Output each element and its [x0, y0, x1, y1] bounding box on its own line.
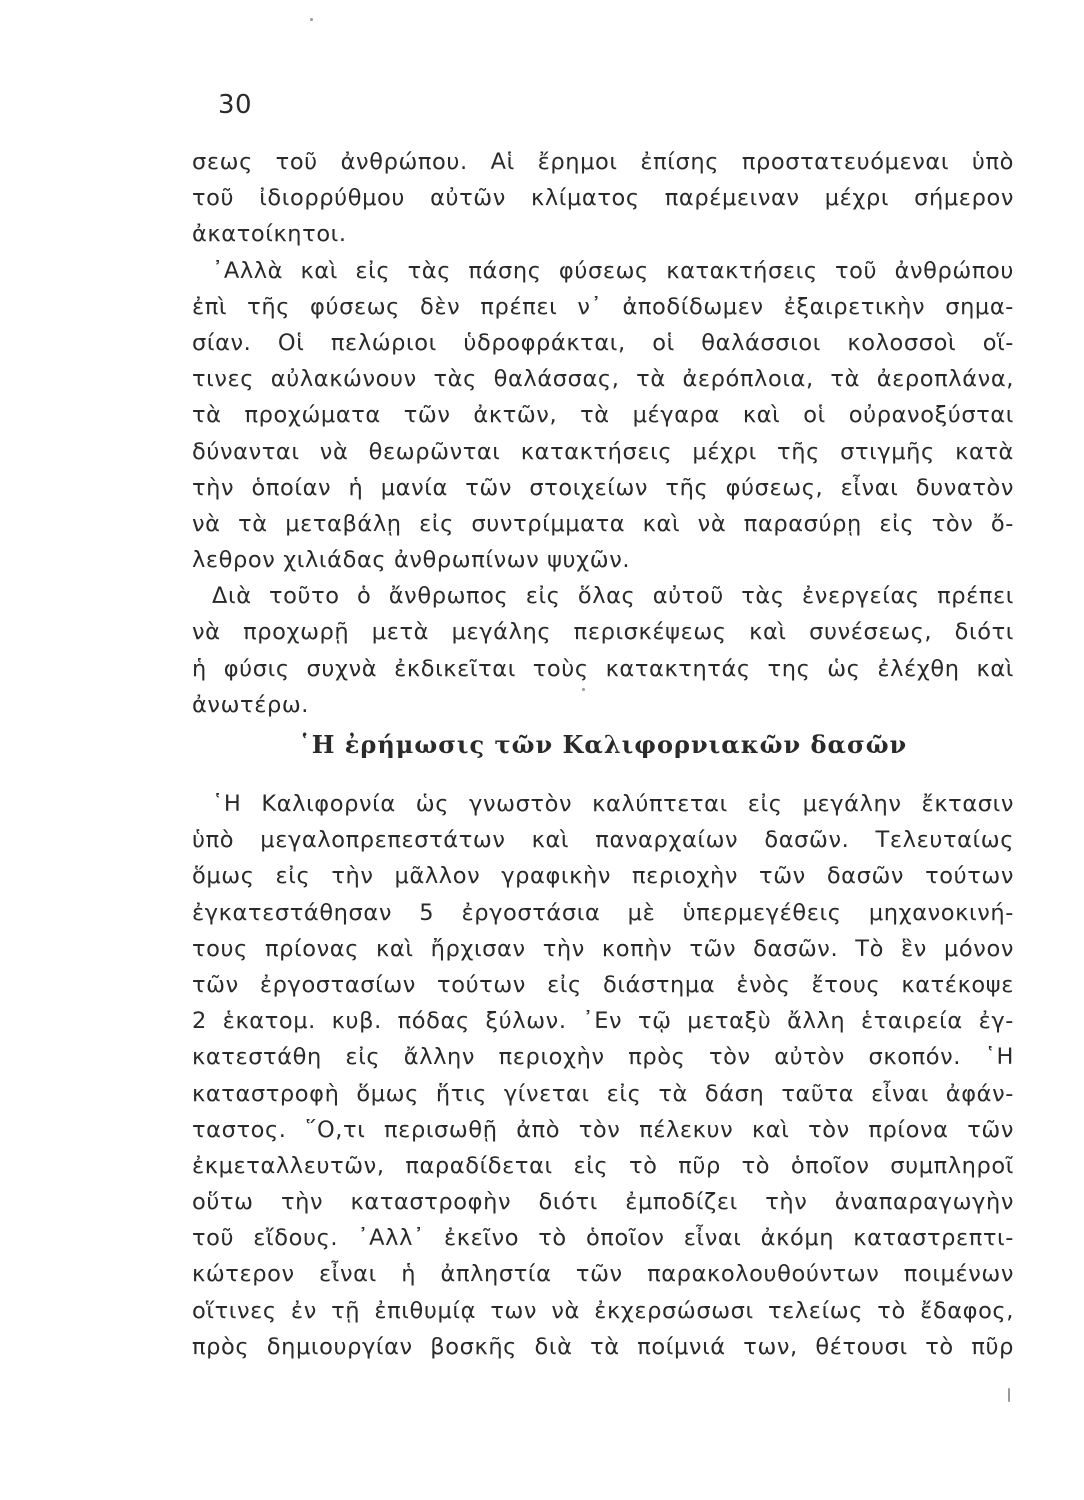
page-number: 30: [218, 90, 253, 120]
text-line: τινες αὐλακώνουν τὰς θαλάσσας, τὰ ἀερόπλοια, τὰ ἀεροπλάνα,: [192, 366, 1014, 393]
text-line: πρὸς δημιουργίαν βοσκῆς διὰ τὰ ποίμνιά των, θέτουσι τὸ πῦρ: [192, 1333, 1014, 1360]
text-line: καταστροφὴ ὅμως ἥτις γίνεται εἰς τὰ δάση ταῦτα εἶναι ἀφάν-: [192, 1080, 1014, 1107]
text-line: τοῦ ἰδιορρύθμου αὐτῶν κλίματος παρέμειναν μέχρι σήμερον: [192, 185, 1014, 212]
paper-speck: [310, 18, 313, 21]
text-line: οἵτινες ἐν τῇ ἐπιθυμίᾳ των νὰ ἐκχερσώσωσι τελείως τὸ ἔδαφος,: [192, 1297, 1014, 1324]
text-line: λεθρον χιλιάδας ἀνθρωπίνων ψυχῶν.: [192, 547, 631, 574]
section-2-text: [192, 786, 1014, 1365]
text-line: τὴν ὁποίαν ἡ μανία τῶν στοιχείων τῆς φύσεως, εἶναι δυνατὸν: [192, 474, 1014, 501]
text-line: ἀκατοίκητοι.: [192, 221, 347, 248]
text-line: ἀνωτέρω.: [192, 691, 310, 718]
text-line: ὑπὸ μεγαλοπρεπεστάτων καὶ παναρχαίων δασῶν. Τελευταίως: [192, 827, 1014, 854]
text-line: νὰ τὰ μεταβάλῃ εἰς συντρίμματα καὶ νὰ παρασύρῃ εἰς τὸν ὄ-: [192, 510, 1014, 537]
text-line: ἐπὶ τῆς φύσεως δὲν πρέπει ν᾿ ἀποδίδωμεν ἐξαιρετικὴν σημα-: [192, 293, 1014, 320]
paper-speck: [582, 688, 585, 691]
text-line: ταστος. ῞Ο,τι περισωθῇ ἀπὸ τὸν πέλεκυν καὶ τὸν πρίονα τῶν: [192, 1116, 1014, 1143]
text-line: τὰ προχώματα τῶν ἀκτῶν, τὰ μέγαρα καὶ οἱ οὐρανοξύσται: [192, 402, 1014, 429]
text-line: Διὰ τοῦτο ὁ ἄνθρωπος εἰς ὅλας αὐτοῦ τὰς ἐνεργείας πρέπει: [212, 583, 1014, 610]
section-heading: ῾Η ἐρήμωσις τῶν Καλιφορνιακῶν δασῶν: [298, 730, 908, 759]
text-line: οὕτω τὴν καταστροφὴν διότι ἐμποδίζει τὴν ἀναπαραγωγὴν: [192, 1189, 1014, 1216]
text-line: 2 ἑκατομ. κυβ. πόδας ξύλων. ᾿Εν τῷ μεταξὺ ἄλλη ἑταιρεία ἐγ-: [192, 1008, 1014, 1035]
text-line: ᾿Αλλὰ καὶ εἰς τὰς πάσης φύσεως κατακτήσεις τοῦ ἀνθρώπου: [212, 257, 1014, 284]
text-line: δύνανται νὰ θεωρῶνται κατακτήσεις μέχρι τῆς στιγμῆς κατὰ: [192, 438, 1014, 465]
text-line: σεως τοῦ ἀνθρώπου. Αἱ ἔρημοι ἐπίσης προστατευόμεναι ὑπὸ: [192, 149, 1014, 175]
text-line: τους πρίονας καὶ ἤρχισαν τὴν κοπὴν τῶν δασῶν. Τὸ ἓν μόνον: [192, 935, 1014, 962]
text-line: ἡ φύσις συχνὰ ἐκδικεῖται τοὺς κατακτητάς της ὡς ἐλέχθη καὶ: [192, 655, 1014, 682]
text-line: ἐκμεταλλευτῶν, παραδίδεται εἰς τὸ πῦρ τὸ ὁποῖον συμπληροῖ: [192, 1152, 1014, 1179]
text-line: ἐγκατεστάθησαν 5 ἐργοστάσια μὲ ὑπερμεγέθεις μηχανοκινή-: [192, 899, 1014, 926]
text-line: κατεστάθη εἰς ἄλλην περιοχὴν πρὸς τὸν αὐτὸν σκοπόν. ῾Η: [192, 1044, 1014, 1071]
section-1-text: [192, 144, 1014, 723]
text-line: τῶν ἐργοστασίων τούτων εἰς διάστημα ἑνὸς ἔτους κατέκοψε: [192, 971, 1014, 998]
paper-speck: [1008, 1388, 1010, 1402]
text-line: ῾Η Καλιφορνία ὡς γνωστὸν καλύπτεται εἰς μεγάλην ἔκτασιν: [212, 791, 1014, 817]
text-line: κώτερον εἶναι ἡ ἀπληστία τῶν παρακολουθούντων ποιμένων: [192, 1261, 1014, 1288]
text-line: νὰ προχωρῇ μετὰ μεγάλης περισκέψεως καὶ συνέσεως, διότι: [192, 619, 1014, 646]
text-line: σίαν. Οἱ πελώριοι ὑδροφράκται, οἱ θαλάσσιοι κολοσσοὶ οἵ-: [192, 329, 1014, 356]
text-line: ὅμως εἰς τὴν μᾶλλον γραφικὴν περιοχὴν τῶν δασῶν τούτων: [192, 863, 1014, 890]
text-line: τοῦ εἴδους. ᾿Αλλ᾿ ἐκεῖνο τὸ ὁποῖον εἶναι ἀκόμη καταστρεπτι-: [192, 1225, 1014, 1252]
